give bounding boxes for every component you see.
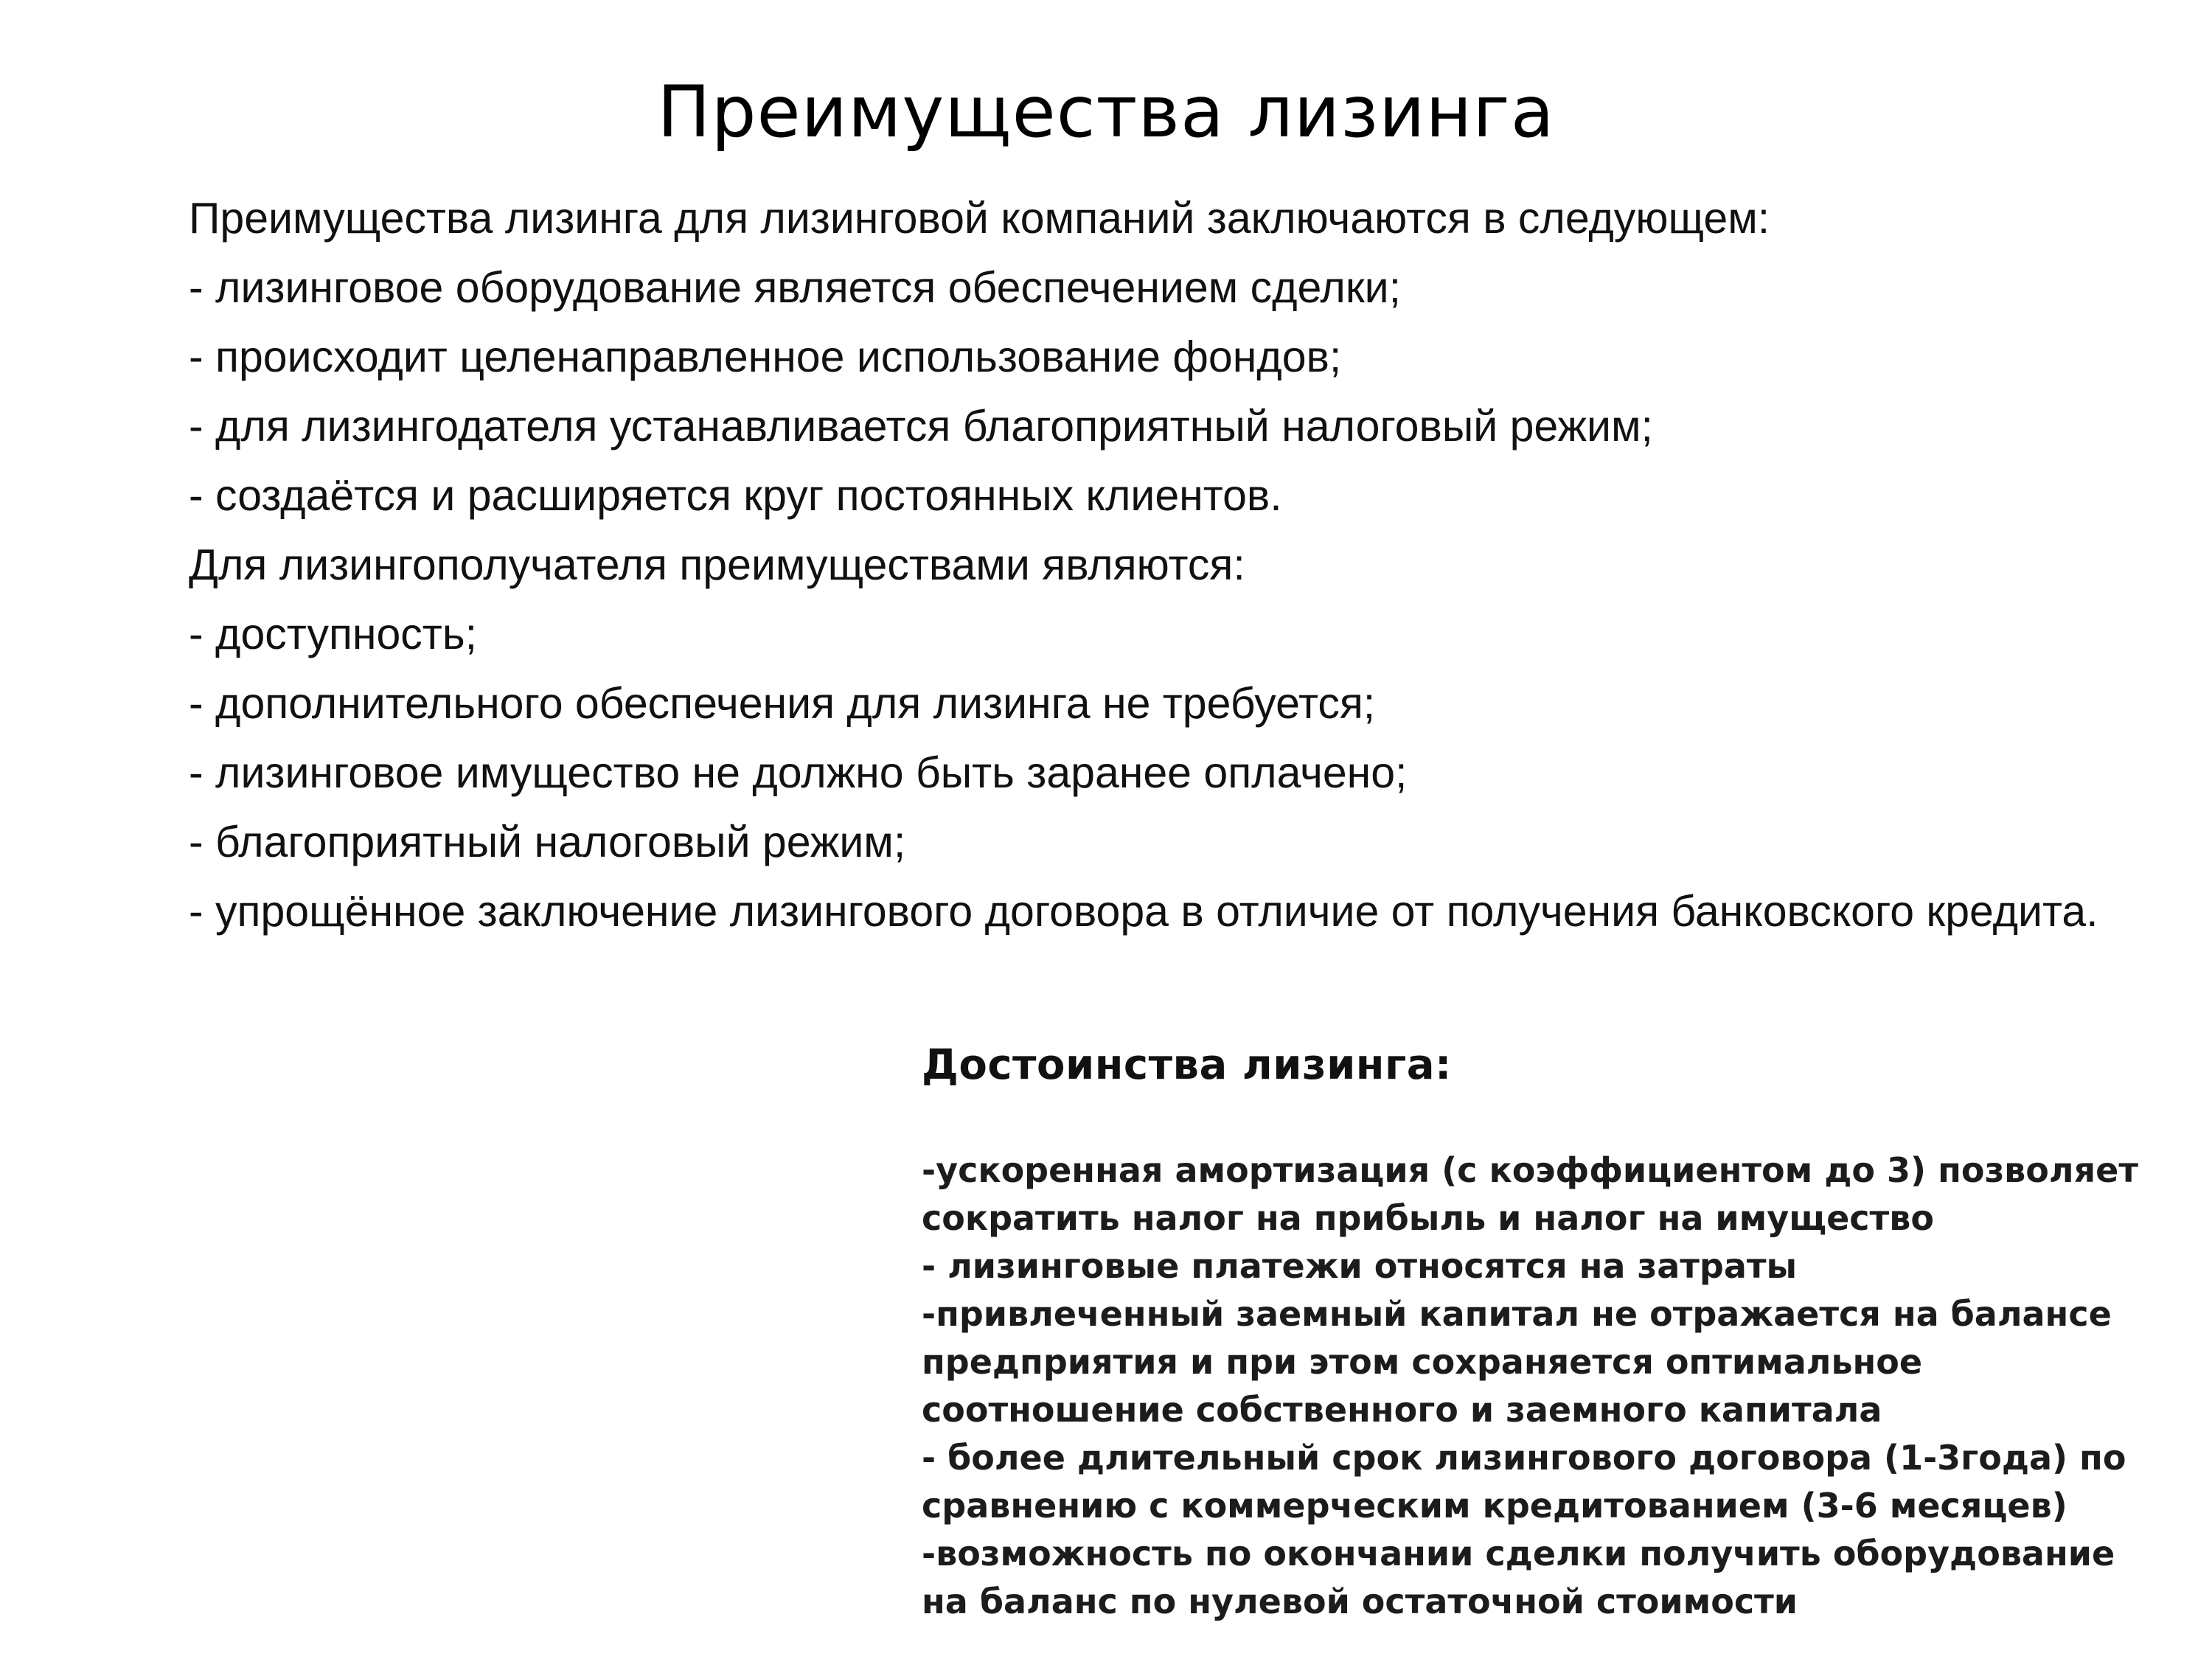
advantages-line: - лизинговые платежи относятся на затраты bbox=[922, 1246, 1798, 1286]
slide-title: Преимущества лизинга bbox=[657, 71, 1555, 153]
advantages-line: предприятия и при этом сохраняется оптимальное bbox=[922, 1342, 1923, 1382]
advantages-line: соотношение собственного и заемного капитала bbox=[922, 1390, 1882, 1430]
advantages-line: -привлеченный заемный капитал не отражается на балансе bbox=[922, 1294, 2112, 1334]
advantages-line: -ускоренная амортизация (с коэффициентом до 3) позволяет bbox=[922, 1150, 2138, 1190]
advantages-line: -возможность по окончании сделки получить оборудование bbox=[922, 1534, 2115, 1573]
advantages-title: Достоинства лизинга: bbox=[922, 1041, 1452, 1089]
advantages-line: на баланс по нулевой остаточной стоимости bbox=[922, 1582, 1798, 1621]
list-item: - происходит целенаправленное использование фондов; bbox=[189, 333, 1342, 381]
list-item: - доступность; bbox=[189, 610, 477, 658]
list-item: - лизинговое имущество не должно быть заранее оплачено; bbox=[189, 748, 1408, 797]
list-item: - благоприятный налоговый режим; bbox=[189, 818, 906, 866]
list-item: - упрощённое заключение лизингового договора в отличие от получения банковского кредита. bbox=[189, 887, 2098, 936]
body-text bbox=[102, 193, 2159, 936]
list-item: - дополнительного обеспечения для лизинга не требуется; bbox=[189, 679, 1376, 728]
intro-lessee-paragraph: Для лизингополучателя преимуществами являются: bbox=[189, 540, 1245, 589]
list-item: - для лизингодателя устанавливается благоприятный налоговый режим; bbox=[189, 402, 1653, 451]
list-item: - лизинговое оборудование является обеспечением сделки; bbox=[189, 263, 1401, 312]
list-item: - создаётся и расширяется круг постоянных клиентов. bbox=[189, 471, 1282, 520]
advantages-line: - более длительный срок лизингового договора (1-3года) по bbox=[922, 1438, 2126, 1478]
advantages-line: сравнению с коммерческим кредитованием (3-6 месяцев) bbox=[922, 1486, 2067, 1526]
advantages-list bbox=[922, 1147, 2183, 1626]
advantages-line: сократить налог на прибыль и налог на имущество bbox=[922, 1198, 1934, 1238]
intro-lessor-paragraph: Преимущества лизинга для лизинговой компаний заключаются в следующем: bbox=[189, 194, 1770, 243]
advantages-image-box bbox=[922, 1036, 2183, 1641]
